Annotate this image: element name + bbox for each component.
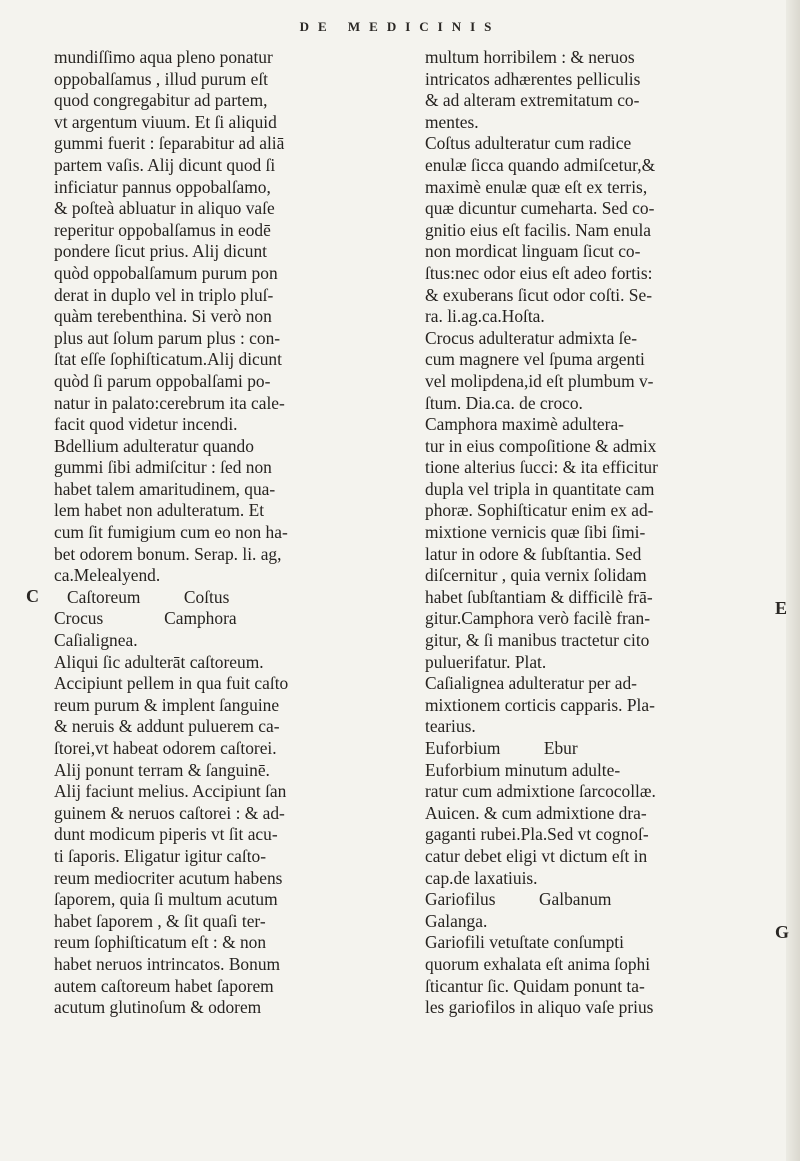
text-line: gitur, & ſi manibus tractetur cito xyxy=(425,630,650,651)
text-line: ti ſaporis. Eligatur igitur caſto- xyxy=(54,845,267,866)
text-line: partem vaſis. Alij dicunt quod ſi xyxy=(54,154,276,175)
text-line: plus aut ſolum parum plus : con- xyxy=(54,327,281,348)
text-line: habet neruos intrincatos. Bonum xyxy=(54,953,281,974)
text-line: gitur.Camphora verò facilè fran- xyxy=(425,608,651,629)
text-line: Coſtus adulteratur cum radice xyxy=(425,133,632,154)
text-line: enulæ ſicca quando admiſcetur,& xyxy=(425,154,656,175)
text-line: vel molipdena,id eſt plumbum v- xyxy=(425,370,654,391)
text-line: ſticantur ſic. Quidam ponunt ta- xyxy=(425,975,645,996)
text-line: Gariofili vetuſtate conſumpti xyxy=(425,932,624,953)
text-line: Gariofilus Galbanum xyxy=(425,889,612,910)
running-head: DE MEDICINIS xyxy=(299,19,501,34)
right-text-column xyxy=(425,47,765,1019)
text-line: reum ſophiſticatum eſt : & non xyxy=(54,932,267,953)
text-line: Euforbium minutum adulte- xyxy=(425,759,621,780)
text-line: quorum exhalata eſt anima ſophi xyxy=(425,953,651,974)
text-line: dupla vel tripla in quantitate cam xyxy=(425,478,655,499)
text-line: bet odorem bonum. Serap. li. ag, xyxy=(54,543,282,564)
text-line: gaganti rubei.Pla.Sed vt cognoſ- xyxy=(425,824,649,845)
text-line: inficiatur pannus oppobalſamo, xyxy=(54,176,271,197)
text-line: mixtione vernicis quæ ſibi ſimi- xyxy=(425,522,646,543)
text-line: Alij faciunt melius. Accipiunt ſan xyxy=(54,781,287,802)
text-line: oppobalſamus , illud purum eſt xyxy=(54,68,268,89)
margin-letter-c: C xyxy=(26,586,39,606)
text-line: Camphora maximè adultera- xyxy=(425,414,624,435)
text-line: lem habet non adulteratum. Et xyxy=(54,500,265,521)
text-line: tearius. xyxy=(425,716,476,737)
text-line: Alij ponunt terram & ſanguinē. xyxy=(54,759,270,780)
text-line: natur in palato:cerebrum ita cale- xyxy=(54,392,285,413)
text-line: mentes. xyxy=(425,111,479,132)
text-line: & neruis & addunt puluerem ca- xyxy=(54,716,280,737)
text-line: ſtorei,vt habeat odorem caſtorei. xyxy=(54,738,277,758)
text-line: ra. li.ag.ca.Hoſta. xyxy=(425,306,545,327)
text-line: guinem & neruos caſtorei : & ad- xyxy=(54,802,285,823)
text-line: non mordicat linguam ſicut co- xyxy=(425,241,641,262)
text-line: reum mediocriter acutum habens xyxy=(54,867,283,888)
text-line: vt argentum viuum. Et ſi aliquid xyxy=(54,111,277,132)
text-line: facit quod videtur incendi. xyxy=(54,414,238,435)
text-line: & poſteà abluatur in aliquo vaſe xyxy=(54,198,275,219)
text-line: Auicen. & cum admixtione dra- xyxy=(425,802,647,823)
text-line: ca.Melealyend. xyxy=(54,565,161,586)
text-line: Bdellium adulteratur quando xyxy=(54,435,254,456)
text-line: mundiſſimo aqua pleno ponatur xyxy=(54,47,273,67)
text-line: reum purum & implent ſanguine xyxy=(54,694,280,715)
text-line: pondere ſicut prius. Alij dicunt xyxy=(54,241,268,262)
text-line: phoræ. Sophiſticatur enim ex ad- xyxy=(425,500,654,521)
text-line: ſaporem, quia ſi multum acutum xyxy=(54,889,278,910)
text-line: dunt modicum piperis vt ſit acu- xyxy=(54,824,278,845)
text-line: acutum glutinoſum & odorem xyxy=(54,997,262,1018)
text-line: Caſialignea. xyxy=(54,630,138,651)
text-line: Accipiunt pellem in qua fuit caſto xyxy=(54,673,289,694)
text-line: diſcernitur , quia vernix ſolidam xyxy=(425,565,647,586)
text-line: & ad alteram extremitatum co- xyxy=(425,90,640,111)
text-line: multum horribilem : & neruos xyxy=(425,47,635,67)
text-line: & exuberans ſicut odor coſti. Se- xyxy=(425,284,652,305)
text-line: latur in odore & ſubſtantia. Sed xyxy=(425,543,642,564)
text-line: Euforbium Ebur xyxy=(425,738,578,758)
text-line: tur in eius compoſitione & admix xyxy=(425,435,657,456)
text-line: intricatos adhærentes pelliculis xyxy=(425,68,641,89)
text-line: quod congregabitur ad partem, xyxy=(54,90,268,111)
text-line: les gariofilos in aliquo vaſe prius xyxy=(425,997,654,1018)
text-line: maximè enulæ quæ eſt ex terris, xyxy=(425,176,648,197)
left-text-column xyxy=(54,47,394,1019)
text-line: gnitio eius eſt facilis. Nam enula xyxy=(425,219,652,240)
text-line: ratur cum admixtione ſarcocollæ. xyxy=(425,781,656,802)
text-line: catur debet eligi vt dictum eſt in xyxy=(425,845,648,866)
text-line: Crocus adulteratur admixta ſe- xyxy=(425,327,637,348)
text-line: reperitur oppobalſamus in eodē xyxy=(54,219,271,240)
margin-letter-g: G xyxy=(775,922,790,942)
text-line: Crocus Camphora xyxy=(54,608,237,629)
text-line: habet ſubſtantiam & difficilè frā- xyxy=(425,586,653,607)
text-line: quòd oppobalſamum purum pon xyxy=(54,262,278,283)
text-line: tione alterius ſucci: & ita efficitur xyxy=(425,457,658,478)
page-edge xyxy=(786,0,800,1161)
text-line: Caſialignea adulteratur per ad- xyxy=(425,673,637,694)
text-line: ſtus:nec odor eius eſt adeo fortis: xyxy=(425,262,653,283)
text-line: gummi ſibi admiſcitur : ſed non xyxy=(54,457,272,478)
text-line: cap.de laxatiuis. xyxy=(425,867,538,888)
text-line: Caſtoreum Coſtus xyxy=(54,586,230,607)
text-line: Aliqui ſic adulterāt caſtoreum. xyxy=(54,651,264,672)
text-line: cum magnere vel ſpuma argenti xyxy=(425,349,645,370)
text-line: gummi fuerit : ſeparabitur ad aliā xyxy=(54,133,285,154)
text-line: autem caſtoreum habet ſaporem xyxy=(54,975,274,996)
text-line: Galanga. xyxy=(425,910,488,931)
text-line: mixtionem corticis capparis. Pla- xyxy=(425,694,655,715)
margin-letter-e: E xyxy=(775,598,788,618)
text-line: quàm terebenthina. Si verò non xyxy=(54,306,272,327)
text-line: derat in duplo vel in triplo pluſ- xyxy=(54,284,274,305)
text-line: ſtum. Dia.ca. de croco. xyxy=(425,392,583,413)
text-line: puluerifatur. Plat. xyxy=(425,651,547,672)
text-line: cum ſit fumigium cum eo non ha- xyxy=(54,522,288,543)
text-line: habet ſaporem , & ſit quaſi ter- xyxy=(54,910,266,931)
text-line: quæ dicuntur cumeharta. Sed co- xyxy=(425,198,655,219)
text-line: habet talem amaritudinem, qua- xyxy=(54,478,276,499)
text-line: quòd ſi parum oppobalſami po- xyxy=(54,370,271,391)
text-line: ſtat eſſe ſophiſticatum.Alij dicunt xyxy=(54,349,282,370)
